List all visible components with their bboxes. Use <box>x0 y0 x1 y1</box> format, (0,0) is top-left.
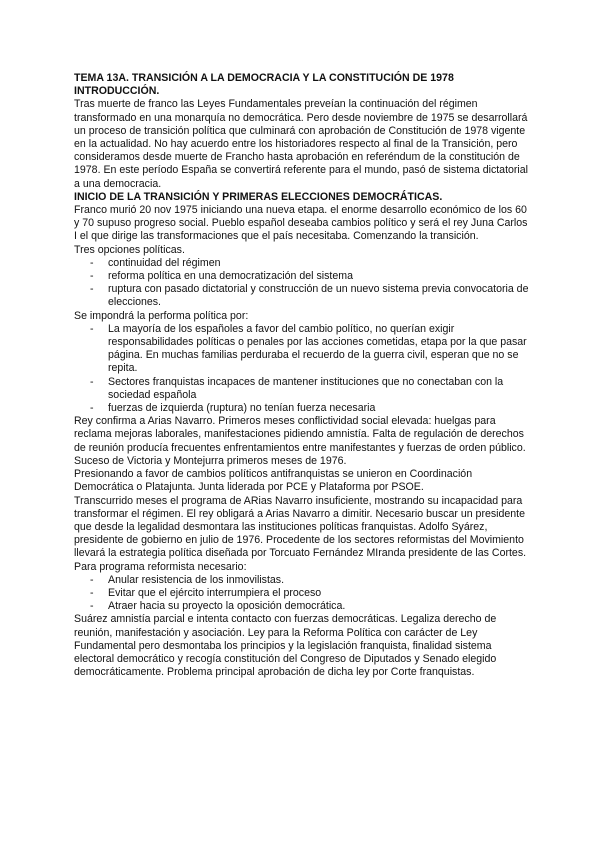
paragraph-suarez-presidente: Transcurrido meses el programa de ARias Navarro insuficiente, mostrando su incapacidad para transformar el régimen. El rey obligará a Arias Navarro a dimitir. Necesario buscar un presidente que desde la legalidad desmontara las instituciones políticas franquistas. Adolfo Syárez, presidente de gobierno en julio de 1976. Procedente de los sectores reformistas del Movimiento llevará la estrategia política diseñada por Torcuato Fernández MIranda presidente de las Cortes. <box>74 494 527 560</box>
list-item: - Sectores franquistas incapaces de mantener instituciones que no conectaban con la sociedad española <box>74 376 532 402</box>
document-title: TEMA 13A. TRANSICIÓN A LA DEMOCRACIA Y LA CONSTITUCIÓN DE 1978 <box>74 72 454 84</box>
list-opciones-politicas <box>74 257 532 310</box>
paragraph-arias-navarro: Rey confirma a Arias Navarro. Primeros meses conflictividad social elevada: huelgas para reclama mejoras laborales, manifestaciones pidiendo amnistía. Falta de regulación de derechos de reunión producía frecuentes enfrentamientos entre manifestantes y fuerzas de orden público. Suceso de Victoria y Montejurra primeros meses de 1976. <box>74 415 526 467</box>
list-item: - Anular resistencia de los inmovilistas. <box>74 574 532 587</box>
list-item: - La mayoría de los españoles a favor del cambio político, no querían exigir responsabilidades políticas o penales por las acciones cometidas, etapa por la que pasar página. En muchas familias perduraba el recuerdo de la guerra civil, esperan que no se repita. <box>74 323 532 376</box>
list-item: - Atraer hacia su proyecto la oposición democrática. <box>74 600 532 613</box>
list-item: - reforma política en una democratización del sistema <box>74 270 532 283</box>
list-item: - Evitar que el ejército interrumpiera el proceso <box>74 587 532 600</box>
heading-inicio-transicion: INICIO DE LA TRANSICIÓN Y PRIMERAS ELECCIONES DEMOCRÁTICAS. <box>74 190 443 203</box>
list-item: - continuidad del régimen <box>74 257 532 270</box>
heading-introduccion: INTRODUCCIÓN. <box>74 85 160 98</box>
list-item: - fuerzas de izquierda (ruptura) no tenían fuerza necesaria <box>74 402 532 415</box>
paragraph-intro: Tras muerte de franco las Leyes Fundamentales preveían la continuación del régimen transformado en una monarquía no democrática. Pero desde noviembre de 1975 se desarrollará un proceso de transición política que culminará con aprobación de Constitución de 1978 vigente en la actualidad. No hay acuerdo entre los historiadores respecto al final de la Transición, pero consideramos desde muerte de Francho hasta aprobación en referéndum de la constitución de 1978. En este período España se convertirá referente para el mundo, pasó de sistema dictatorial a una democracia. <box>74 98 529 190</box>
paragraph-se-impondra: Se impondrá la performa política por: <box>74 309 249 322</box>
paragraph-franco-murio: Franco murió 20 nov 1975 iniciando una nueva etapa. el enorme desarrollo económico de los 60 y 70 supuso progreso social. Pueblo español deseaba cambios político y será el rey Juna Carlos I el que dirige las transformaciones que el país necesitaba. Comenzando la transición. <box>74 204 528 243</box>
paragraph-platajunta: Presionando a favor de cambios políticos antifranquistas se unieron en Coordinación Democrática o Platajunta. Junta liderada por PCE y Plataforma por PSOE. <box>74 468 473 494</box>
paragraph-programa-reformista: Para programa reformista necesario: <box>74 560 247 573</box>
list-razones <box>74 323 532 415</box>
paragraph-suarez-amnistia: Suárez amnistía parcial e intenta contacto con fuerzas democráticas. Legaliza derecho de reunión, manifestación y asociación. Ley para la Reforma Política con carácter de Ley Fundamental pero desmontaba los principios y la legislación franquista, finalidad sistema electoral democrático y recogía constitución del Congreso de Diputados y Senado elegido democráticamente. Problema principal aprobación de dicha ley por Corte franquistas. <box>74 613 497 679</box>
list-item: - ruptura con pasado dictatorial y construcción de un nuevo sistema previa convocatoria de elecciones. <box>74 283 532 309</box>
paragraph-tres-opciones: Tres opciones políticas. <box>74 243 185 256</box>
document-body <box>74 72 532 679</box>
list-programa <box>74 574 532 614</box>
